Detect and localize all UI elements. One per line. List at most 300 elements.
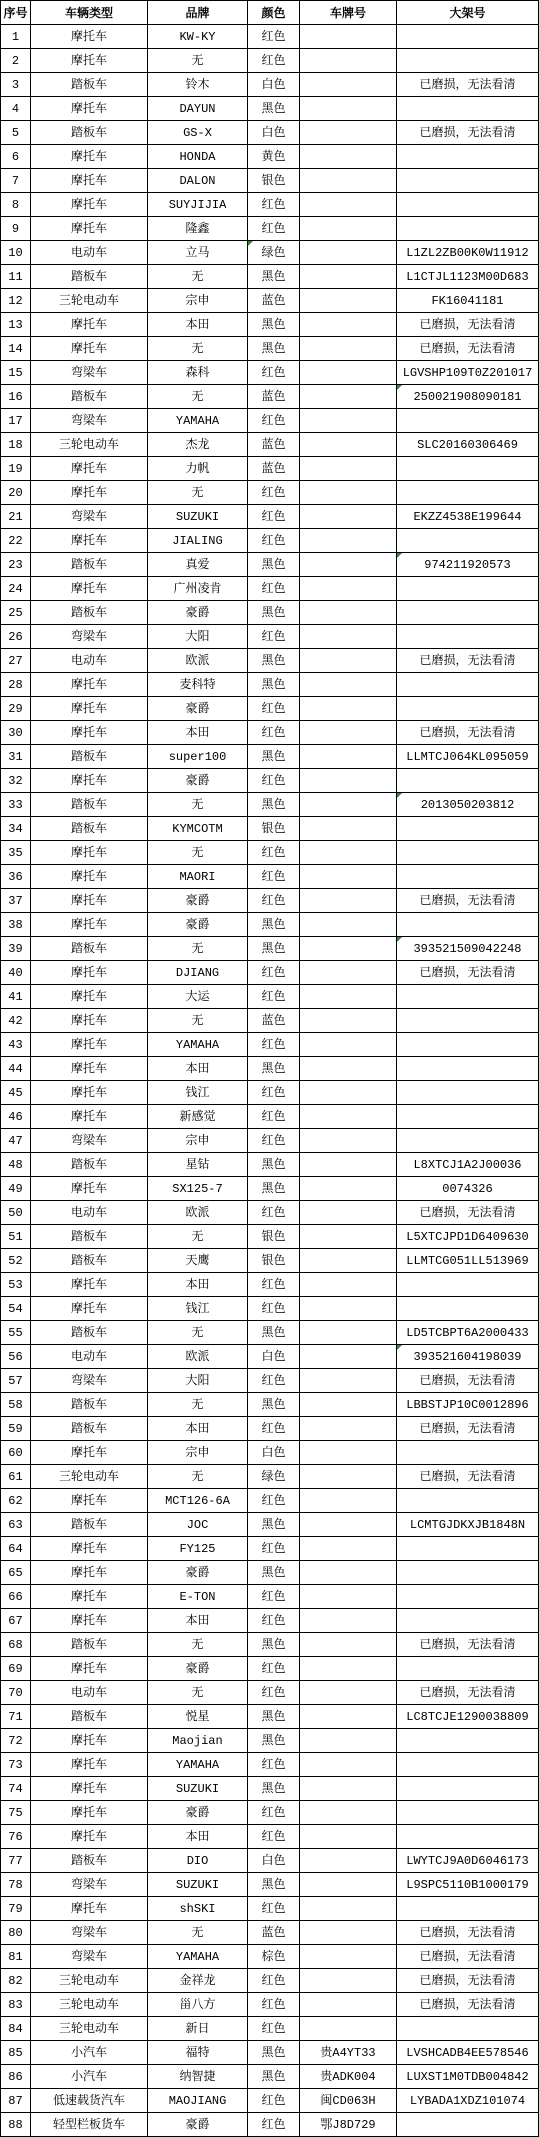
cell-color: 黑色	[248, 649, 299, 672]
cell-vehicle-type: 摩托车	[31, 1177, 147, 1200]
cell-brand: MAORI	[148, 865, 247, 888]
cell-frame-number	[397, 841, 538, 864]
column-header-brand: 品牌	[148, 1, 247, 24]
cell-frame-number: 已磨损，无法看清	[397, 1945, 538, 1968]
cell-index: 7	[1, 169, 30, 192]
cell-plate-number	[300, 1345, 396, 1368]
cell-index: 40	[1, 961, 30, 984]
cell-plate-number	[300, 457, 396, 480]
cell-color: 红色	[248, 481, 299, 504]
cell-plate-number	[300, 1105, 396, 1128]
cell-vehicle-type: 摩托车	[31, 769, 147, 792]
cell-color: 白色	[248, 73, 299, 96]
cell-color: 黑色	[248, 2065, 299, 2088]
cell-brand: 广州凌肯	[148, 577, 247, 600]
cell-brand: HONDA	[148, 145, 247, 168]
cell-brand: 无	[148, 337, 247, 360]
cell-color: 银色	[248, 817, 299, 840]
cell-color: 黑色	[248, 265, 299, 288]
cell-color: 红色	[248, 985, 299, 1008]
cell-index: 86	[1, 2065, 30, 2088]
cell-plate-number	[300, 1177, 396, 1200]
cell-plate-number	[300, 793, 396, 816]
cell-brand: 无	[148, 1681, 247, 1704]
cell-brand: 豪爵	[148, 601, 247, 624]
cell-index: 75	[1, 1801, 30, 1824]
cell-frame-number: 已磨损，无法看清	[397, 73, 538, 96]
cell-index: 79	[1, 1897, 30, 1920]
cell-color: 黑色	[248, 913, 299, 936]
cell-plate-number	[300, 601, 396, 624]
cell-brand: 无	[148, 937, 247, 960]
cell-brand: 欧派	[148, 649, 247, 672]
cell-frame-number	[397, 1609, 538, 1632]
cell-brand: 本田	[148, 313, 247, 336]
cell-index: 63	[1, 1513, 30, 1536]
cell-frame-number	[397, 169, 538, 192]
cell-color: 红色	[248, 409, 299, 432]
cell-index: 29	[1, 697, 30, 720]
cell-plate-number	[300, 1825, 396, 1848]
cell-plate-number	[300, 169, 396, 192]
cell-vehicle-type: 电动车	[31, 1201, 147, 1224]
cell-index: 17	[1, 409, 30, 432]
cell-color: 红色	[248, 1129, 299, 1152]
cell-index: 23	[1, 553, 30, 576]
cell-brand: 豪爵	[148, 1657, 247, 1680]
cell-vehicle-type: 摩托车	[31, 1009, 147, 1032]
cell-vehicle-type: 摩托车	[31, 529, 147, 552]
cell-plate-number	[300, 937, 396, 960]
cell-vehicle-type: 踏板车	[31, 385, 147, 408]
cell-index: 52	[1, 1249, 30, 1272]
cell-plate-number	[300, 1513, 396, 1536]
cell-brand: KYMCOTM	[148, 817, 247, 840]
cell-plate-number	[300, 1969, 396, 1992]
cell-frame-number: 已磨损，无法看清	[397, 889, 538, 912]
cell-color: 红色	[248, 1993, 299, 2016]
cell-brand: 无	[148, 1921, 247, 1944]
cell-plate-number	[300, 1081, 396, 1104]
cell-brand: DIO	[148, 1849, 247, 1872]
cell-vehicle-type: 摩托车	[31, 913, 147, 936]
cell-vehicle-type: 弯梁车	[31, 1945, 147, 1968]
cell-frame-number	[397, 1777, 538, 1800]
cell-index: 60	[1, 1441, 30, 1464]
cell-index: 87	[1, 2089, 30, 2112]
cell-plate-number	[300, 889, 396, 912]
cell-vehicle-type: 踏板车	[31, 817, 147, 840]
cell-brand: KW-KY	[148, 25, 247, 48]
cell-vehicle-type: 踏板车	[31, 1705, 147, 1728]
cell-frame-number: 已磨损，无法看清	[397, 1201, 538, 1224]
cell-color: 银色	[248, 169, 299, 192]
cell-vehicle-type: 三轮电动车	[31, 289, 147, 312]
cell-frame-number: FK16041181	[397, 289, 538, 312]
cell-brand: GS-X	[148, 121, 247, 144]
cell-plate-number	[300, 1153, 396, 1176]
cell-frame-number: L8XTCJ1A2J00036	[397, 1153, 538, 1176]
cell-index: 88	[1, 2113, 30, 2136]
cell-color: 红色	[248, 1105, 299, 1128]
cell-brand: shSKI	[148, 1897, 247, 1920]
cell-color: 绿色	[248, 1465, 299, 1488]
cell-color: 红色	[248, 1081, 299, 1104]
cell-frame-number	[397, 577, 538, 600]
cell-color: 红色	[248, 961, 299, 984]
cell-index: 48	[1, 1153, 30, 1176]
cell-color: 黑色	[248, 1321, 299, 1344]
cell-plate-number	[300, 49, 396, 72]
cell-index: 64	[1, 1537, 30, 1560]
cell-vehicle-type: 摩托车	[31, 337, 147, 360]
cell-index: 56	[1, 1345, 30, 1368]
cell-color: 黑色	[248, 745, 299, 768]
cell-color: 黑色	[248, 673, 299, 696]
cell-vehicle-type: 摩托车	[31, 457, 147, 480]
cell-frame-number: L5XTCJPD1D6409630	[397, 1225, 538, 1248]
cell-brand: 豪爵	[148, 1561, 247, 1584]
cell-plate-number	[300, 697, 396, 720]
cell-frame-number	[397, 1105, 538, 1128]
cell-vehicle-type: 摩托车	[31, 1489, 147, 1512]
cell-index: 1	[1, 25, 30, 48]
cell-vehicle-type: 电动车	[31, 1681, 147, 1704]
cell-vehicle-type: 踏板车	[31, 1417, 147, 1440]
cell-vehicle-type: 摩托车	[31, 1897, 147, 1920]
cell-vehicle-type: 轻型栏板货车	[31, 2113, 147, 2136]
cell-vehicle-type: 摩托车	[31, 1729, 147, 1752]
cell-brand: 无	[148, 385, 247, 408]
cell-color: 蓝色	[248, 385, 299, 408]
cell-brand: 力帆	[148, 457, 247, 480]
cell-brand: 甾八方	[148, 1993, 247, 2016]
cell-plate-number	[300, 553, 396, 576]
cell-frame-number	[397, 1801, 538, 1824]
cell-index: 61	[1, 1465, 30, 1488]
cell-plate-number	[300, 1921, 396, 1944]
cell-plate-number	[300, 25, 396, 48]
cell-vehicle-type: 三轮电动车	[31, 1465, 147, 1488]
cell-frame-number	[397, 217, 538, 240]
cell-index: 4	[1, 97, 30, 120]
cell-color: 黑色	[248, 1777, 299, 1800]
cell-plate-number	[300, 529, 396, 552]
cell-color: 银色	[248, 1225, 299, 1248]
cell-vehicle-type: 电动车	[31, 649, 147, 672]
cell-frame-number: 393521604198039	[397, 1345, 538, 1368]
cell-color: 红色	[248, 577, 299, 600]
cell-index: 36	[1, 865, 30, 888]
cell-index: 22	[1, 529, 30, 552]
cell-index: 38	[1, 913, 30, 936]
cell-vehicle-type: 低速载货汽车	[31, 2089, 147, 2112]
cell-vehicle-type: 踏板车	[31, 1849, 147, 1872]
cell-index: 53	[1, 1273, 30, 1296]
cell-color: 黑色	[248, 553, 299, 576]
cell-brand: 本田	[148, 1417, 247, 1440]
cell-brand: 无	[148, 265, 247, 288]
cell-plate-number	[300, 97, 396, 120]
cell-color: 红色	[248, 1825, 299, 1848]
cell-frame-number	[397, 1441, 538, 1464]
cell-vehicle-type: 三轮电动车	[31, 1969, 147, 1992]
cell-index: 35	[1, 841, 30, 864]
cell-plate-number: 闽CD063H	[300, 2089, 396, 2112]
cell-frame-number: 已磨损，无法看清	[397, 1369, 538, 1392]
cell-index: 83	[1, 1993, 30, 2016]
cell-plate-number	[300, 2017, 396, 2040]
cell-index: 55	[1, 1321, 30, 1344]
cell-brand: 欧派	[148, 1201, 247, 1224]
cell-plate-number	[300, 1945, 396, 1968]
cell-frame-number	[397, 1897, 538, 1920]
cell-vehicle-type: 弯梁车	[31, 505, 147, 528]
cell-index: 12	[1, 289, 30, 312]
cell-color: 蓝色	[248, 1921, 299, 1944]
cell-color: 蓝色	[248, 289, 299, 312]
cell-vehicle-type: 摩托车	[31, 97, 147, 120]
cell-vehicle-type: 摩托车	[31, 985, 147, 1008]
cell-brand: 新日	[148, 2017, 247, 2040]
cell-plate-number	[300, 1129, 396, 1152]
cell-frame-number: 已磨损，无法看清	[397, 337, 538, 360]
cell-brand: YAMAHA	[148, 409, 247, 432]
cell-color: 红色	[248, 1657, 299, 1680]
cell-brand: JIALING	[148, 529, 247, 552]
cell-brand: 无	[148, 1321, 247, 1344]
cell-brand: 麦科特	[148, 673, 247, 696]
cell-index: 19	[1, 457, 30, 480]
cell-frame-number: 已磨损，无法看清	[397, 649, 538, 672]
cell-vehicle-type: 摩托车	[31, 1585, 147, 1608]
cell-vehicle-type: 摩托车	[31, 697, 147, 720]
cell-color: 红色	[248, 1801, 299, 1824]
cell-vehicle-type: 摩托车	[31, 577, 147, 600]
cell-frame-number: 已磨损，无法看清	[397, 1417, 538, 1440]
cell-index: 10	[1, 241, 30, 264]
column-header-index: 序号	[1, 1, 30, 24]
cell-frame-number: 0074326	[397, 1177, 538, 1200]
cell-index: 2	[1, 49, 30, 72]
cell-frame-number: SLC20160306469	[397, 433, 538, 456]
cell-frame-number: LUXST1M0TDB004842	[397, 2065, 538, 2088]
cell-plate-number	[300, 1993, 396, 2016]
cell-plate-number	[300, 1801, 396, 1824]
cell-vehicle-type: 踏板车	[31, 1153, 147, 1176]
cell-index: 15	[1, 361, 30, 384]
cell-plate-number	[300, 745, 396, 768]
cell-index: 5	[1, 121, 30, 144]
cell-brand: 豪爵	[148, 913, 247, 936]
cell-plate-number	[300, 337, 396, 360]
cell-brand: 金祥龙	[148, 1969, 247, 1992]
cell-plate-number	[300, 1681, 396, 1704]
cell-vehicle-type: 摩托车	[31, 1657, 147, 1680]
cell-plate-number	[300, 1417, 396, 1440]
cell-color: 红色	[248, 193, 299, 216]
cell-frame-number: LD5TCBPT6A2000433	[397, 1321, 538, 1344]
cell-index: 6	[1, 145, 30, 168]
cell-brand: YAMAHA	[148, 1945, 247, 1968]
cell-vehicle-type: 摩托车	[31, 961, 147, 984]
cell-frame-number	[397, 865, 538, 888]
cell-plate-number	[300, 1201, 396, 1224]
cell-brand: DJIANG	[148, 961, 247, 984]
cell-frame-number: 已磨损，无法看清	[397, 961, 538, 984]
cell-color: 红色	[248, 1681, 299, 1704]
cell-brand: FY125	[148, 1537, 247, 1560]
cell-brand: MCT126-6A	[148, 1489, 247, 1512]
cell-brand: 宗申	[148, 1441, 247, 1464]
cell-plate-number	[300, 985, 396, 1008]
cell-frame-number	[397, 2017, 538, 2040]
cell-vehicle-type: 摩托车	[31, 1033, 147, 1056]
cell-brand: 本田	[148, 1609, 247, 1632]
cell-plate-number	[300, 481, 396, 504]
cell-vehicle-type: 踏板车	[31, 601, 147, 624]
cell-brand: 欧派	[148, 1345, 247, 1368]
cell-plate-number	[300, 1273, 396, 1296]
cell-vehicle-type: 摩托车	[31, 145, 147, 168]
cell-color: 黄色	[248, 145, 299, 168]
cell-vehicle-type: 踏板车	[31, 73, 147, 96]
cell-vehicle-type: 踏板车	[31, 1249, 147, 1272]
cell-plate-number	[300, 145, 396, 168]
cell-vehicle-type: 弯梁车	[31, 1129, 147, 1152]
cell-frame-number: 已磨损，无法看清	[397, 1633, 538, 1656]
cell-index: 78	[1, 1873, 30, 1896]
cell-vehicle-type: 摩托车	[31, 1561, 147, 1584]
cell-index: 69	[1, 1657, 30, 1680]
cell-index: 51	[1, 1225, 30, 1248]
cell-index: 26	[1, 625, 30, 648]
cell-color: 蓝色	[248, 433, 299, 456]
cell-brand: 立马	[148, 241, 247, 264]
cell-color: 红色	[248, 625, 299, 648]
cell-plate-number	[300, 1777, 396, 1800]
cell-brand: 大运	[148, 985, 247, 1008]
cell-index: 16	[1, 385, 30, 408]
cell-plate-number	[300, 1321, 396, 1344]
cell-frame-number: 已磨损，无法看清	[397, 1993, 538, 2016]
cell-plate-number	[300, 1609, 396, 1632]
cell-color: 红色	[248, 25, 299, 48]
cell-brand: 无	[148, 841, 247, 864]
cell-plate-number	[300, 817, 396, 840]
cell-color: 黑色	[248, 1057, 299, 1080]
cell-color: 黑色	[248, 1561, 299, 1584]
cell-vehicle-type: 摩托车	[31, 1537, 147, 1560]
cell-index: 47	[1, 1129, 30, 1152]
cell-brand: 钱江	[148, 1081, 247, 1104]
cell-vehicle-type: 踏板车	[31, 1393, 147, 1416]
cell-plate-number	[300, 121, 396, 144]
cell-vehicle-type: 摩托车	[31, 841, 147, 864]
cell-frame-number: 已磨损，无法看清	[397, 721, 538, 744]
cell-color: 红色	[248, 361, 299, 384]
cell-color: 黑色	[248, 1393, 299, 1416]
cell-color: 红色	[248, 217, 299, 240]
cell-index: 13	[1, 313, 30, 336]
cell-frame-number	[397, 817, 538, 840]
cell-plate-number	[300, 1465, 396, 1488]
cell-frame-number	[397, 1081, 538, 1104]
cell-color: 黑色	[248, 2041, 299, 2064]
cell-color: 蓝色	[248, 1009, 299, 1032]
cell-brand: JOC	[148, 1513, 247, 1536]
cell-frame-number: LWYTCJ9A0D6046173	[397, 1849, 538, 1872]
cell-index: 67	[1, 1609, 30, 1632]
cell-frame-number: L1ZL2ZB00K0W11912	[397, 241, 538, 264]
cell-color: 红色	[248, 1201, 299, 1224]
cell-frame-number: L1CTJL1123M00D683	[397, 265, 538, 288]
cell-vehicle-type: 电动车	[31, 1345, 147, 1368]
cell-index: 84	[1, 2017, 30, 2040]
cell-brand: 大阳	[148, 625, 247, 648]
cell-color: 黑色	[248, 793, 299, 816]
cell-frame-number: 已磨损，无法看清	[397, 121, 538, 144]
cell-color: 红色	[248, 841, 299, 864]
cell-brand: 豪爵	[148, 889, 247, 912]
cell-index: 37	[1, 889, 30, 912]
cell-plate-number	[300, 1729, 396, 1752]
cell-frame-number	[397, 1297, 538, 1320]
cell-frame-number	[397, 673, 538, 696]
cell-frame-number	[397, 1561, 538, 1584]
cell-color: 黑色	[248, 1153, 299, 1176]
cell-vehicle-type: 踏板车	[31, 745, 147, 768]
cell-color: 红色	[248, 1609, 299, 1632]
cell-color: 黑色	[248, 1873, 299, 1896]
cell-plate-number	[300, 1297, 396, 1320]
cell-frame-number: 已磨损，无法看清	[397, 1681, 538, 1704]
cell-frame-number	[397, 97, 538, 120]
cell-color: 红色	[248, 529, 299, 552]
cell-frame-number	[397, 529, 538, 552]
cell-plate-number	[300, 1393, 396, 1416]
column-header-color: 颜色	[248, 1, 299, 24]
cell-frame-number: 974211920573	[397, 553, 538, 576]
cell-color: 红色	[248, 1969, 299, 1992]
cell-color: 红色	[248, 2089, 299, 2112]
cell-plate-number	[300, 865, 396, 888]
cell-brand: 本田	[148, 721, 247, 744]
cell-brand: SUZUKI	[148, 1873, 247, 1896]
cell-brand: super100	[148, 745, 247, 768]
cell-vehicle-type: 摩托车	[31, 1801, 147, 1824]
cell-brand: SUZUKI	[148, 1777, 247, 1800]
cell-plate-number	[300, 1369, 396, 1392]
cell-color: 黑色	[248, 1633, 299, 1656]
cell-index: 58	[1, 1393, 30, 1416]
cell-plate-number	[300, 1033, 396, 1056]
cell-index: 59	[1, 1417, 30, 1440]
cell-plate-number	[300, 841, 396, 864]
cell-brand: 豪爵	[148, 769, 247, 792]
cell-vehicle-type: 弯梁车	[31, 1921, 147, 1944]
cell-vehicle-type: 三轮电动车	[31, 1993, 147, 2016]
cell-frame-number	[397, 1825, 538, 1848]
cell-brand: MAOJIANG	[148, 2089, 247, 2112]
cell-color: 蓝色	[248, 457, 299, 480]
cell-index: 45	[1, 1081, 30, 1104]
cell-brand: 本田	[148, 1825, 247, 1848]
cell-brand: 无	[148, 1393, 247, 1416]
cell-brand: DALON	[148, 169, 247, 192]
cell-color: 红色	[248, 2113, 299, 2136]
cell-vehicle-type: 踏板车	[31, 937, 147, 960]
